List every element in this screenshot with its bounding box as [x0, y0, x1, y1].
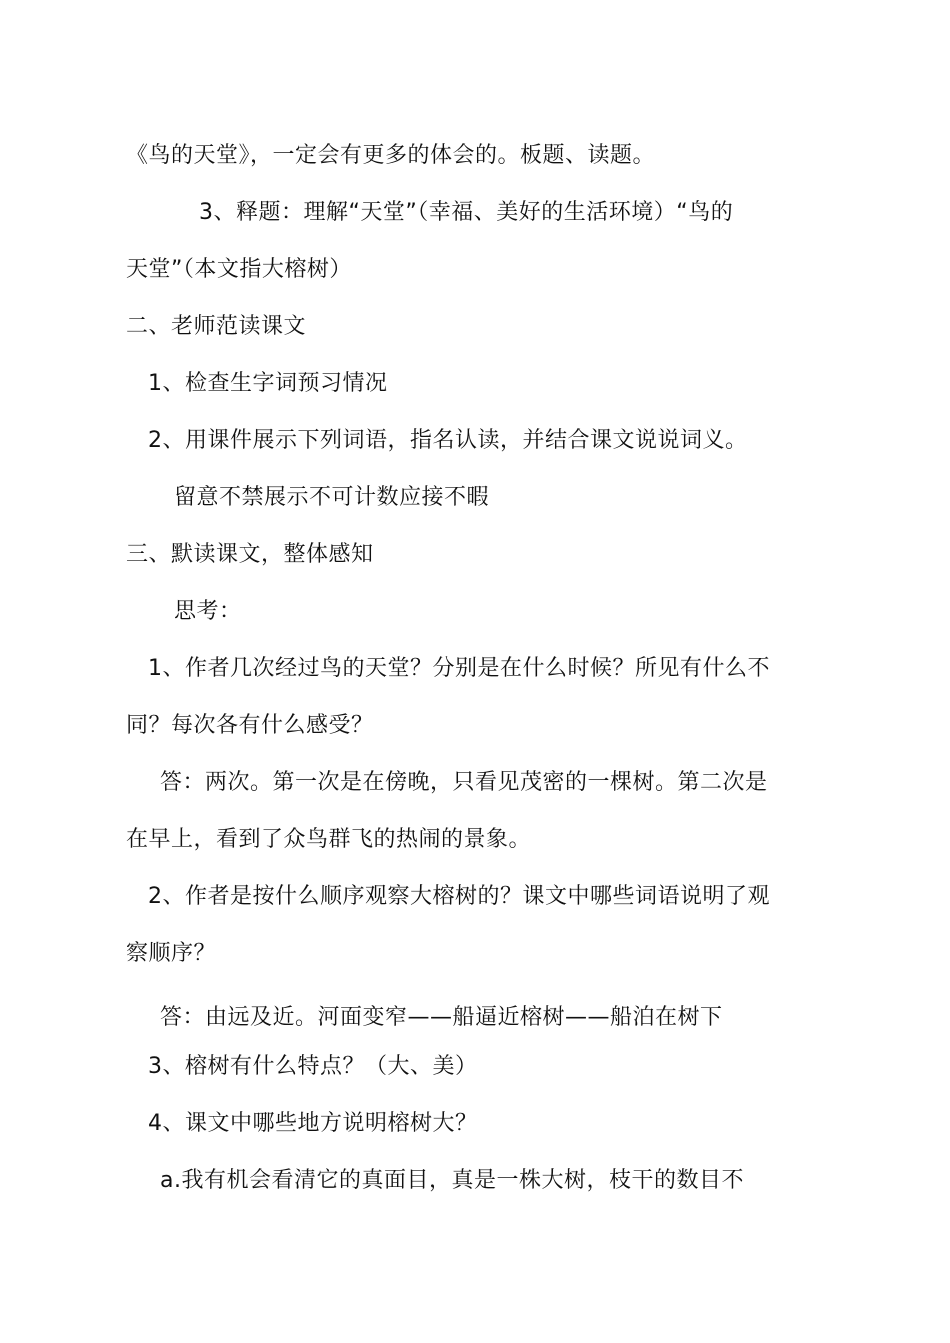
think-label: 思考：: [174, 599, 242, 624]
text-line-explain-title: 3、释题：理解“天堂”（幸福、美好的生活环境）“鸟的: [199, 200, 734, 225]
text-line-explain-title-cont: 天堂”（本文指大榕树）: [126, 257, 352, 282]
answer-2: 答：由远及近。河面变窄——船逼近榕树——船泊在树下: [160, 1005, 723, 1030]
question-1: 1、作者几次经过鸟的天堂？分别是在什么时候？所见有什么不: [148, 656, 770, 681]
question-1-cont: 同？每次各有什么感受？: [126, 713, 374, 738]
question-2-cont: 察顺序？: [126, 941, 217, 966]
list-item-2: 2、用课件展示下列词语，指名认读，并结合课文说说词义。: [148, 428, 748, 453]
question-4: 4、课文中哪些地方说明榕树大？: [148, 1111, 478, 1136]
answer-1: 答：两次。第一次是在傍晚，只看见茂密的一棵树。第二次是: [160, 770, 768, 795]
question-3: 3、榕树有什么特点？（大、美）: [148, 1054, 478, 1079]
list-item-1: 1、检查生字词预习情况: [148, 371, 388, 396]
section-heading-3: 三、默读课文，整体感知: [126, 542, 374, 567]
section-heading-2: 二、老师范读课文: [126, 314, 307, 339]
answer-1-cont: 在早上，看到了众鸟群飞的热闹的景象。: [126, 827, 532, 852]
question-2: 2、作者是按什么顺序观察大榕树的？课文中哪些词语说明了观: [148, 884, 770, 909]
text-line-intro-end: 《鸟的天堂》，一定会有更多的体会的。板题、读题。: [126, 143, 656, 168]
vocabulary-line: 留意不禁展示不可计数应接不暇: [174, 485, 490, 510]
answer-4a: a.我有机会看清它的真面目，真是一株大树，枝干的数目不: [160, 1168, 744, 1193]
